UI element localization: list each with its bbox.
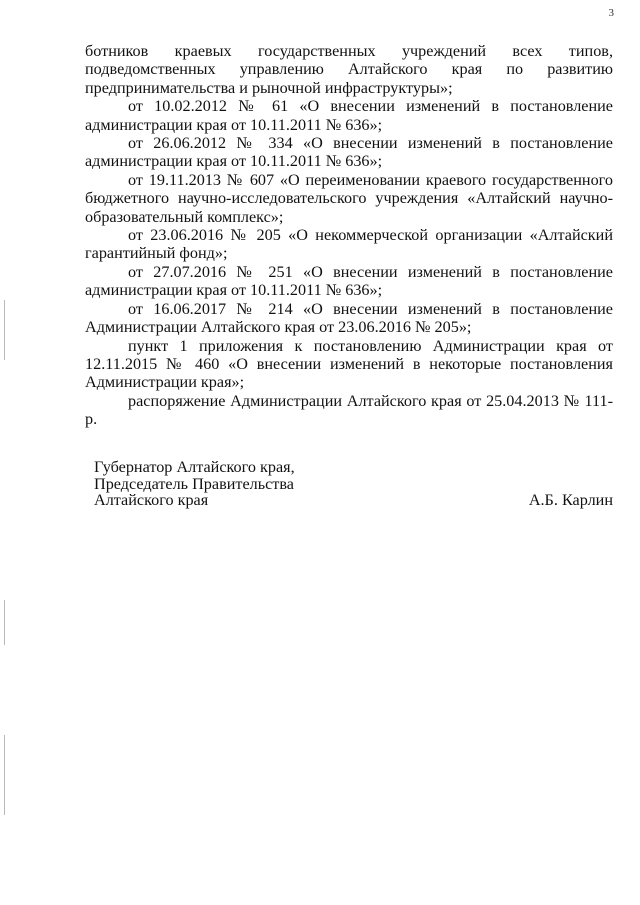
document-body xyxy=(85,42,613,429)
paragraph-continuation: ботников краевых государственных учреждений всех типов, подведомственных управлению Алтайского края по развитию предпринимательства и рыночной инфраструктуры»; xyxy=(85,42,613,97)
list-item-resolution: от 19.11.2013 № 607 «О переименовании краевого государственного бюджетного научно-исследовательского учреждения «Алтайский научно-образовательный комплекс»; xyxy=(85,170,613,226)
list-item-order: распоряжение Администрации Алтайского края от 25.04.2013 № 111-р. xyxy=(85,391,613,429)
list-item-resolution: от 16.06.2017 № 214 «О внесении изменений в постановление Администрации Алтайского края от 23.06.2016 № 205»; xyxy=(85,299,613,337)
signer-title-line: Алтайского края xyxy=(94,491,209,509)
list-item-resolution: от 27.07.2016 № 251 «О внесении изменений в постановление администрации края от 10.11.2011 № 636»; xyxy=(85,262,613,300)
scan-edge-mark xyxy=(4,600,5,645)
list-item-resolution: от 23.06.2016 № 205 «О некоммерческой организации «Алтайский гарантийный фонд»; xyxy=(85,226,613,263)
scan-edge-mark xyxy=(4,300,5,360)
list-item-resolution: от 10.02.2012 № 61 «О внесении изменений в постановление администрации края от 10.11.2011 № 636»; xyxy=(85,97,613,134)
signer-title-line: Губернатор Алтайского края, xyxy=(94,458,295,476)
list-item-resolution: пункт 1 приложения к постановлению Администрации края от 12.11.2015 № 460 «О внесении изменений в некоторые постановления Администрации края»; xyxy=(85,336,613,392)
list-item-resolution: от 26.06.2012 № 334 «О внесении изменений в постановление администрации края от 10.11.2011 № 636»; xyxy=(85,134,613,171)
scan-edge-mark xyxy=(4,735,5,815)
signer-title-line: Председатель Правительства xyxy=(94,474,294,493)
signer-name: А.Б. Карлин xyxy=(528,491,613,509)
page-number: 3 xyxy=(608,7,614,19)
signature-position xyxy=(94,459,295,509)
